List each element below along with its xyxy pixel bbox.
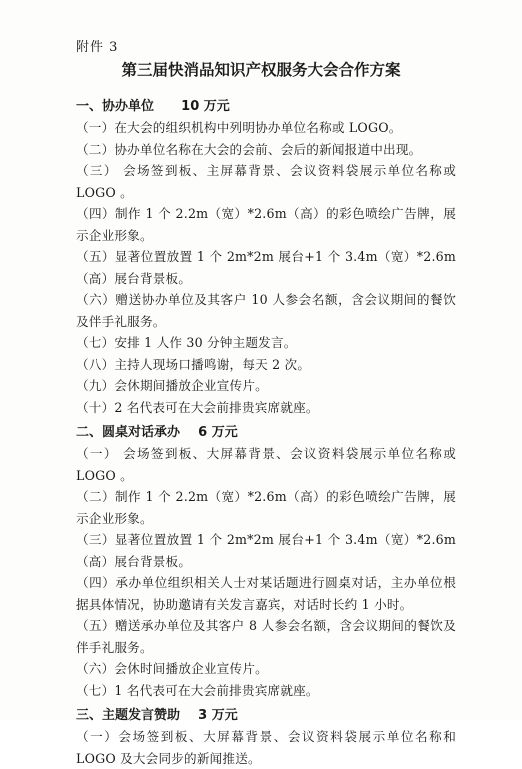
list-item: （四）承办单位组织相关人士对某话题进行圆桌对话，主办单位根据具体情况，协助邀请有关发言嘉宾，对话时长约 1 小时。 <box>76 575 456 612</box>
section-amount: 3 万元 <box>198 708 238 723</box>
document-title: 第三届快消品知识产权服务大会合作方案 <box>121 61 401 79</box>
list-item: （九）会休期间播放企业宣传片。 <box>76 378 268 393</box>
section-title: 一、协办单位 <box>76 99 155 114</box>
list-item: （一）会场签到板、大屏幕背景、会议资料袋展示单位名称和 LOGO 及大会同步的新闻推送。 <box>76 729 456 766</box>
list-item: （五）显著位置放置 1 个 2m*2m 展台+1 个 3.4m（宽）*2.6m（高）展台背景板。 <box>76 249 456 286</box>
section-heading-roundtable <box>76 422 456 443</box>
section-heading-co-organizer <box>76 96 456 117</box>
list-item: （三） 会场签到板、主屏幕背景、会议资料袋展示单位名称或 LOGO 。 <box>76 163 456 200</box>
list-item: （二）制作 1 个 2.2m（宽）*2.6m（高）的彩色喷绘广告牌，展示企业形象。 <box>76 489 456 526</box>
list-item: （七）安排 1 人作 30 分钟主题发言。 <box>76 335 297 350</box>
list-item: （六）赠送协办单位及其客户 10 人参会名额，含会议期间的餐饮及伴手礼服务。 <box>76 292 456 329</box>
list-item: （七）1 名代表可在大会前排贵宾席就座。 <box>76 682 319 698</box>
list-item: （二）协办单位名称在大会的会前、会后的新闻报道中出现。 <box>76 141 422 157</box>
section-heading-keynote <box>76 705 456 726</box>
list-item: （五）赠送承办单位及其客户 8 人参会名额，含会议期间的餐饮及伴手礼服务。 <box>76 618 456 655</box>
list-item: （十）2 名代表可在大会前排贵宾席就座。 <box>76 399 319 415</box>
document-body <box>76 92 456 769</box>
list-item: （四）制作 1 个 2.2m（宽）*2.6m（高）的彩色喷绘广告牌，展示企业形象。 <box>76 206 456 243</box>
list-item: （八）主持人现场口播鸣谢，每天 2 次。 <box>76 356 311 372</box>
section-amount: 10 万元 <box>181 99 230 114</box>
section-title: 三、主题发言赞助 <box>76 708 181 723</box>
section-amount: 6 万元 <box>198 425 238 440</box>
list-item: （一）在大会的组织机构中列明协办单位名称或 LOGO。 <box>76 120 402 135</box>
attachment-label: 附件 3 <box>76 40 119 55</box>
section-title: 二、圆桌对话承办 <box>76 425 181 440</box>
list-item: （六）会休时间播放企业宣传片。 <box>76 661 268 676</box>
list-item: （三）显著位置放置 1 个 2m*2m 展台+1 个 3.4m（宽）*2.6m（高）展台背景板。 <box>76 532 456 569</box>
list-item: （一） 会场签到板、大屏幕背景、会议资料袋展示单位名称或 LOGO 。 <box>76 446 456 483</box>
